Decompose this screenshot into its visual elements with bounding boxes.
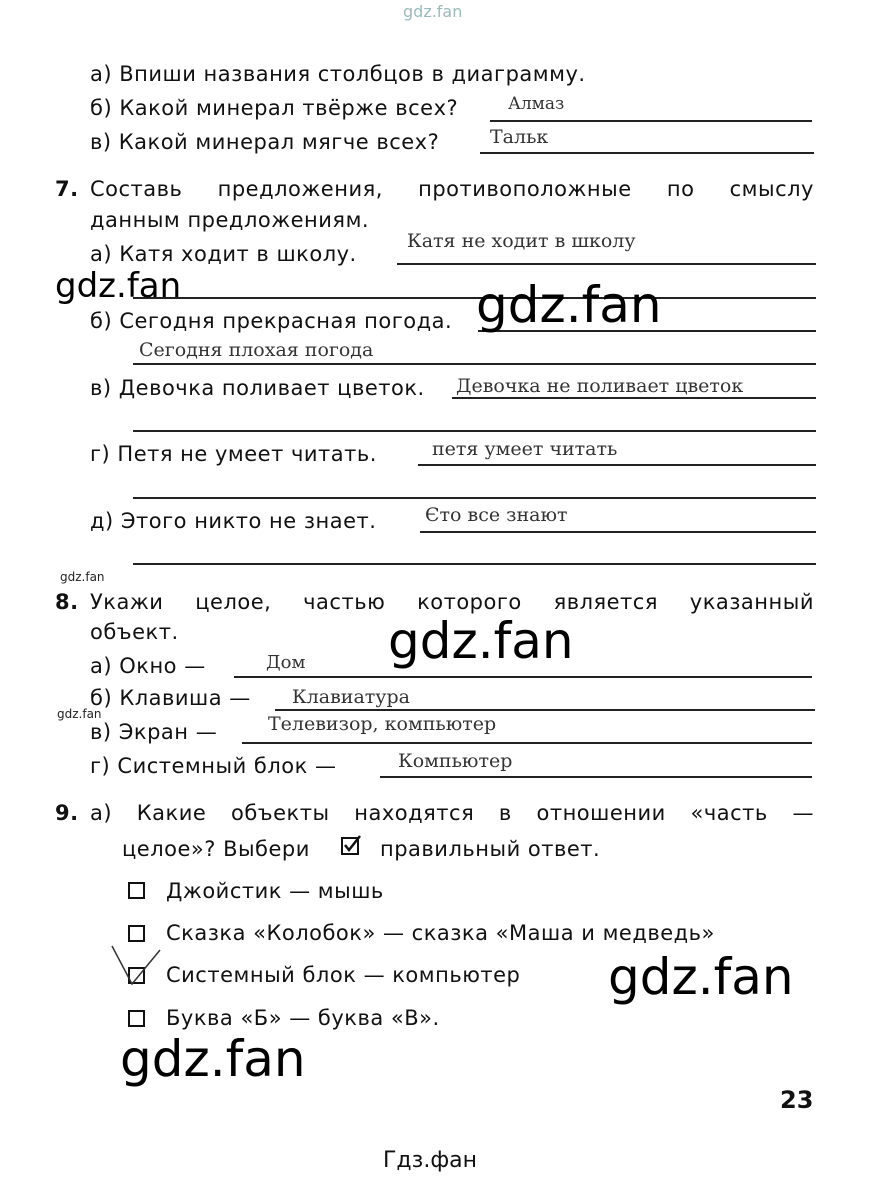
task6-b-answer[interactable]: Алмаз: [508, 94, 565, 114]
task7-number: 7.: [55, 177, 79, 201]
option-label-2: Сказка «Колобок» — сказка «Маша и медведь»: [166, 921, 715, 945]
task8-a-answer[interactable]: Дом: [266, 652, 306, 673]
task9-line1: а) Какие объекты находятся в отношении «часть —: [90, 801, 814, 825]
handwritten-check-icon: [110, 944, 162, 990]
task8-intro-line2: объект.: [90, 620, 179, 644]
task7-c-text: в) Девочка поливает цветок.: [90, 376, 425, 400]
answer-line: [490, 120, 812, 122]
watermark-top: gdz.fan: [403, 2, 463, 21]
task8-b-text: б) Клавиша —: [90, 686, 251, 710]
answer-line: [418, 464, 816, 466]
answer-line: [133, 430, 816, 432]
answer-line: [234, 676, 812, 678]
task8-a-text: а) Окно —: [90, 654, 206, 678]
task7-d-answer[interactable]: петя умеет читать: [432, 438, 618, 460]
task7-intro-line2: данным предложениям.: [90, 208, 370, 232]
task8-intro-line1: Укажи целое, частью которого является указанный: [90, 590, 814, 614]
check-mark-icon: [340, 834, 362, 856]
answer-line: [420, 531, 816, 533]
task7-a-text: а) Катя ходит в школу.: [90, 242, 357, 266]
task8-c-text: в) Экран —: [90, 720, 218, 744]
task7-d-text: г) Петя не умеет читать.: [90, 442, 377, 466]
page-number: 23: [780, 1086, 814, 1114]
task7-e-text: д) Этого никто не знает.: [90, 509, 377, 533]
task7-b-text: б) Сегодня прекрасная погода.: [90, 309, 453, 333]
answer-line: [380, 776, 812, 778]
task6-c-answer[interactable]: Тальк: [490, 126, 549, 148]
task6-b-text: б) Какой минерал твёрже всех?: [90, 96, 459, 120]
watermark-big: gdz.fan: [476, 276, 662, 334]
task8-d-text: г) Системный блок —: [90, 754, 337, 778]
task8-d-answer[interactable]: Компьютер: [398, 750, 513, 772]
task7-b-answer[interactable]: Сегодня плохая погода: [139, 339, 374, 361]
option-checkbox-1[interactable]: [128, 882, 145, 899]
task7-c-answer[interactable]: Девочка не поливает цветок: [456, 375, 744, 397]
answer-line: [133, 297, 816, 299]
task8-number: 8.: [55, 590, 79, 614]
watermark-big: gdz.fan: [55, 266, 182, 306]
option-label-4: Буква «Б» — буква «В».: [166, 1006, 440, 1030]
option-label-1: Джойстик — мышь: [166, 879, 384, 903]
answer-line: [397, 263, 816, 265]
task6-a-text: а) Впиши названия столбцов в диаграмму.: [90, 62, 586, 86]
answer-line: [275, 709, 815, 711]
watermark-small: gdz.fan: [57, 707, 102, 721]
answer-line: [133, 363, 816, 365]
watermark-big: gdz.fan: [120, 1030, 306, 1088]
task7-e-answer[interactable]: Єто все знают: [425, 504, 568, 526]
task7-a-answer[interactable]: Катя не ходит в школу: [407, 230, 636, 252]
watermark-big: gdz.fan: [608, 948, 794, 1006]
footer-watermark: Гдз.фан: [383, 1148, 477, 1173]
answer-line: [133, 497, 816, 499]
task7-intro-line1: Составь предложения, противоположные по смыслу: [90, 177, 814, 201]
answer-line: [452, 397, 816, 399]
task9-line2b: правильный ответ.: [380, 837, 601, 861]
answer-line: [480, 152, 814, 154]
task9-number: 9.: [55, 801, 79, 825]
watermark-small: gdz.fan: [60, 570, 105, 584]
answer-line: [242, 742, 812, 744]
task6-c-text: в) Какой минерал мягче всех?: [90, 130, 440, 154]
answer-line: [133, 563, 816, 565]
task9-line2a: целое»? Выбери: [122, 837, 310, 861]
option-checkbox-4[interactable]: [128, 1010, 145, 1027]
watermark-big: gdz.fan: [388, 612, 574, 670]
option-label-3: Системный блок — компьютер: [166, 963, 521, 987]
task8-b-answer[interactable]: Клавиатура: [292, 686, 410, 708]
option-checkbox-2[interactable]: [128, 925, 145, 942]
task8-c-answer[interactable]: Телевизор, компьютер: [268, 713, 497, 735]
